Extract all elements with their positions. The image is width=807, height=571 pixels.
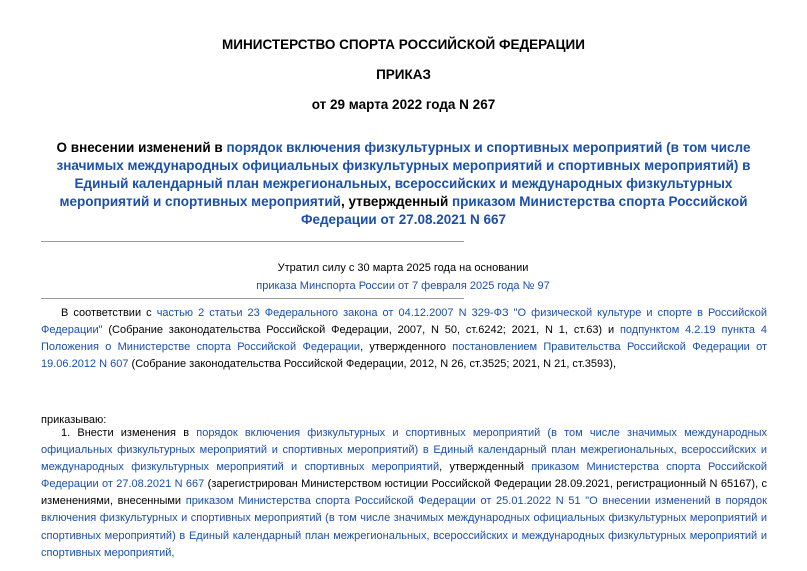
title-link-order-667[interactable]: приказом Министерства спорта Российской Федерации от 27.08.2021 N 667 [300, 194, 748, 227]
p1-link-federal-law[interactable]: частью 2 статьи 23 Федерального закона от 04.12.2007 N 329-ФЗ "О физической культуре и спорте в Российской Федерации" [41, 307, 767, 337]
document-date-number: от 29 марта 2022 года N 267 [311, 97, 496, 112]
void-notice-link[interactable]: приказа Минспорта России от 7 февраля 2025 года № 97 [256, 280, 550, 292]
p3-text-2: , утвержденный [439, 461, 532, 474]
title-text-2: , утвержденный [340, 194, 452, 209]
divider-top [41, 241, 464, 242]
document-type-heading: ПРИКАЗ [376, 67, 431, 82]
p3-link-order-667[interactable]: приказом Министерства спорта Российской Федерации от 27.08.2021 N 667 [41, 461, 768, 491]
p1-text-1: В соответствии с [61, 307, 157, 319]
p3-link-order-51[interactable]: приказом Министерства спорта Российской Федерации от 25.01.2022 N 51 "О внесении изменений в порядок включения физкультурных и спортивных мероприятий (в том числе значимых международных официальных физкультурных мероприятий и спортивных мероприятий) в Единый календарный план межрегиональных, всероссийских и международных физкультурных мероприятий и спортивных мероприятий, [41, 495, 767, 559]
document-title [55, 139, 752, 229]
p3-text-1: 1. Внести изменения в [61, 427, 197, 439]
p1-text-4: (Собрание законодательства Российской Федерации, 2012, N 26, ст.3525; 2021, N 21, ст.3593), [128, 358, 616, 371]
p1-text-3: , утвержденного [360, 341, 453, 354]
title-text-1: О внесении изменений в [56, 140, 227, 155]
divider-bottom [41, 298, 464, 299]
void-notice [41, 259, 765, 295]
ministry-heading: МИНИСТЕРСТВО СПОРТА РОССИЙСКОЙ ФЕДЕРАЦИИ [222, 37, 585, 52]
p1-link-resolution-607[interactable]: постановлением Правительства Российской Федерации от 19.06.2012 N 607 [41, 341, 767, 371]
p3-text-3: (зарегистрирован Министерством юстиции Российской Федерации 28.09.2021, регистрационный N 65167), с изменениями, внесенными [41, 478, 767, 508]
p3-link-procedure[interactable]: порядок включения физкультурных и спортивных мероприятий (в том числе значимых международных официальных физкультурных мероприятий и спортивных мероприятий) в Единый календарный план межрегиональных, всероссийских и международных физкультурных мероприятий и спортивных мероприятий [41, 427, 767, 474]
paragraph-order-word: приказываю: [41, 414, 107, 426]
paragraph-basis [41, 305, 767, 373]
paragraph-item-1 [41, 425, 767, 562]
p1-link-regulation[interactable]: подпунктом 4.2.19 пункта 4 Положения о Министерстве спорта Российской Федерации [41, 324, 767, 354]
void-notice-text: Утратил силу с 30 марта 2025 года на основании [277, 262, 529, 274]
title-link-procedure[interactable]: порядок включения физкультурных и спортивных мероприятий (в том числе значимых международных официальных физкультурных мероприятий и спортивных мероприятий) в Единый календарный план межрегиональных, всероссийских и международных физкультурных мероприятий и спортивных мероприятий [56, 140, 751, 209]
p1-text-2: (Собрание законодательства Российской Федерации, 2007, N 50, ст.6242; 2021, N 1, ст.63) и [102, 324, 620, 337]
